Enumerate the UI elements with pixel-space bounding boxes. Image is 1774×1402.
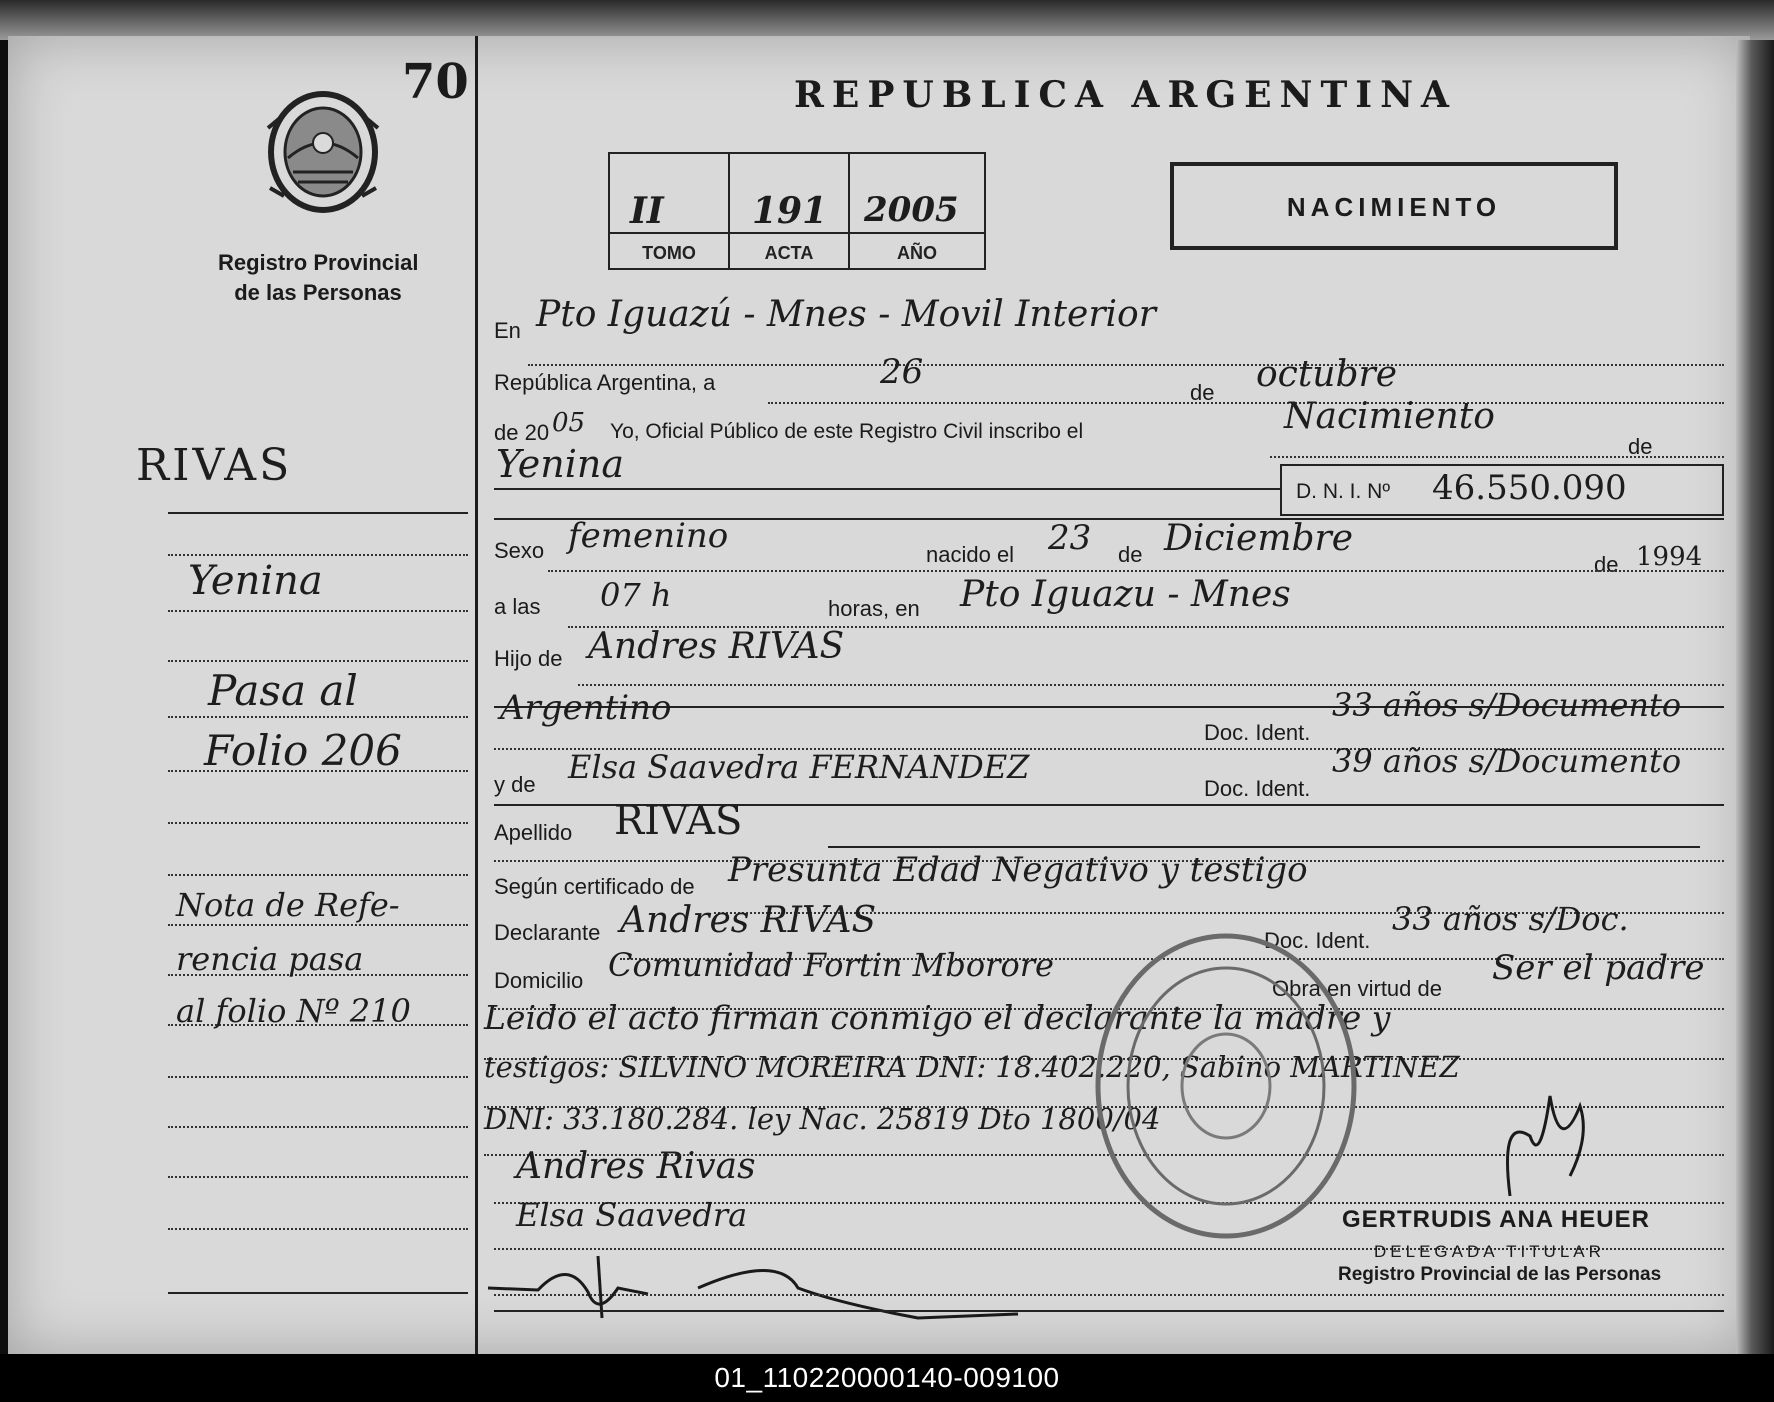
image-id-footer: 01_110220000140-009100 xyxy=(0,1354,1774,1402)
declarante-value: Andres RIVAS xyxy=(620,900,877,941)
en-label: En xyxy=(494,318,521,343)
apellido-value: RIVAS xyxy=(614,798,743,844)
form-rule xyxy=(494,488,1280,490)
horas-label: horas, en xyxy=(828,596,920,621)
tomo-value: II xyxy=(630,190,664,232)
domicilio-label: Domicilio xyxy=(494,968,584,993)
ano-cell xyxy=(848,152,986,270)
registry-name-line2: de las Personas xyxy=(234,280,402,305)
mother-doc: 39 años s/Documento xyxy=(1332,742,1682,780)
margin-note2-line3: al folio Nº 210 xyxy=(176,992,411,1030)
birth-month: Diciembre xyxy=(1164,518,1354,559)
apellido-label: Apellido xyxy=(494,820,573,845)
hora-value: 07 h xyxy=(600,576,672,614)
certificate-page xyxy=(8,36,1750,1354)
form-dotline xyxy=(494,1294,1724,1296)
ano-value: 2005 xyxy=(864,190,959,230)
declarante-label: Declarante xyxy=(494,920,601,945)
sexo-value: femenino xyxy=(568,516,729,556)
birth-day: 23 xyxy=(1048,518,1092,558)
name-value: Yenina xyxy=(496,442,625,486)
margin-dotline xyxy=(168,1076,468,1078)
yo-text: Yo, Oficial Público de este Registro Civil inscribo el xyxy=(610,420,1084,443)
form-rule xyxy=(494,1310,1724,1312)
official-name: GERTRUDIS ANA HEUER xyxy=(1342,1206,1650,1233)
margin-dotline xyxy=(168,1126,468,1128)
margin-given-name: Yenina xyxy=(188,558,323,604)
domicilio-value: Comunidad Fortin Mborore xyxy=(608,946,1054,984)
de-label-2: de xyxy=(1628,434,1653,459)
segun-label: Según certificado de xyxy=(494,874,695,899)
margin-dotline xyxy=(168,924,468,926)
record-type: NACIMIENTO xyxy=(1286,192,1502,222)
margin-dotline xyxy=(168,874,468,876)
free-line-c: DNI: 33.180.284. ley Nac. 25819 Dto 1800/04 xyxy=(484,1102,1161,1136)
form-dotline xyxy=(1270,456,1724,458)
signature-mother: Elsa Saavedra xyxy=(516,1196,748,1234)
sexo-label: Sexo xyxy=(494,538,545,563)
signature-declarante: Andres Rivas xyxy=(516,1146,756,1187)
tomo-label: TOMO xyxy=(642,243,696,263)
segun-value: Presunta Edad Negativo y testigo xyxy=(728,850,1308,890)
obra-label: Obra en virtud de xyxy=(1272,976,1442,1001)
province-seal-icon xyxy=(258,88,388,218)
free-line-a: Leido el acto firman conmigo el declarante la madre y xyxy=(484,998,1391,1037)
doc-ident-label-3: Doc. Ident. xyxy=(1264,928,1371,953)
form-dotline xyxy=(528,364,1724,366)
yde-label: y de xyxy=(494,772,536,797)
official-stamp-icon xyxy=(1086,926,1366,1246)
hijo-label: Hijo de xyxy=(494,646,563,671)
book-top-edge xyxy=(0,0,1774,40)
declarante-doc: 33 años s/Doc. xyxy=(1392,900,1629,938)
book-right-edge xyxy=(1736,40,1774,1354)
margin-note1-line2: Folio 206 xyxy=(204,726,402,775)
cell-rule xyxy=(850,232,984,234)
record-type-box xyxy=(1170,162,1618,250)
official-title: DELEGADA TITULAR xyxy=(1374,1242,1605,1261)
en-value: Pto Iguazú - Mnes - Movil Interior xyxy=(536,294,1156,335)
margin-note1-line1: Pasa al xyxy=(208,666,358,715)
alas-label: a las xyxy=(494,594,541,619)
de20-label: de 20 xyxy=(494,420,550,445)
acta-label: ACTA xyxy=(764,243,814,263)
nacido-label: nacido el xyxy=(926,542,1015,567)
cell-rule xyxy=(730,232,848,234)
column-divider xyxy=(475,36,478,1354)
doc-ident-label: Doc. Ident. xyxy=(1204,720,1311,745)
form-rule xyxy=(828,846,1700,848)
official-org: Registro Provincial de las Personas xyxy=(1338,1264,1662,1285)
obra-value: Ser el padre xyxy=(1492,948,1705,988)
margin-dotline xyxy=(168,610,468,612)
margin-dotline xyxy=(168,1228,468,1230)
margin-rule xyxy=(168,512,468,514)
year-suffix: 05 xyxy=(552,408,586,438)
place-value: Pto Iguazu - Mnes xyxy=(960,574,1291,615)
republica-label: República Argentina, a xyxy=(494,370,716,395)
page-number: 70 xyxy=(402,54,469,110)
birth-year: 1994 xyxy=(1636,542,1703,572)
margin-dotline xyxy=(168,554,468,556)
doc-ident-label-2: Doc. Ident. xyxy=(1204,776,1311,801)
day-value: 26 xyxy=(880,352,924,392)
form-dotline xyxy=(768,402,1724,404)
margin-rule xyxy=(168,1292,468,1294)
father-doc: 33 años s/Documento xyxy=(1332,686,1682,724)
month-value: octubre xyxy=(1256,354,1398,395)
dni-value: 46.550.090 xyxy=(1432,468,1627,508)
country-title: REPUBLICA ARGENTINA xyxy=(794,74,1457,116)
ano-label: AÑO xyxy=(897,243,937,263)
acta-value: 191 xyxy=(752,190,828,232)
acta-cell xyxy=(728,152,850,270)
father-nationality: Argentino xyxy=(500,688,672,728)
margin-dotline xyxy=(168,716,468,718)
mother-name: Elsa Saavedra FERNANDEZ xyxy=(568,748,1030,786)
father-name: Andres RIVAS xyxy=(588,626,845,667)
free-line-b: testigos: SILVINO MOREIRA DNI: 18.402.220, Sabino MARTINEZ xyxy=(484,1050,1460,1084)
tomo-cell xyxy=(608,152,730,270)
official-signature xyxy=(1490,1076,1610,1206)
form-dotline xyxy=(548,570,1724,572)
margin-note2-line2: rencia pasa xyxy=(176,940,364,978)
de-label: de xyxy=(1190,380,1215,405)
witness-signatures xyxy=(478,1248,1038,1338)
margin-dotline xyxy=(168,660,468,662)
margin-dotline xyxy=(168,1176,468,1178)
margin-dotline xyxy=(168,822,468,824)
de-label-3: de xyxy=(1118,542,1143,567)
inscribo-value: Nacimiento xyxy=(1284,396,1495,437)
dni-label: D. N. I. Nº xyxy=(1296,480,1391,503)
margin-surname: RIVAS xyxy=(136,440,293,491)
dni-box xyxy=(1280,464,1724,516)
de-label-4: de xyxy=(1594,552,1619,577)
cell-rule xyxy=(610,232,728,234)
margin-note2-line1: Nota de Refe- xyxy=(176,886,400,924)
registry-name-line1: Registro Provincial xyxy=(218,250,419,275)
